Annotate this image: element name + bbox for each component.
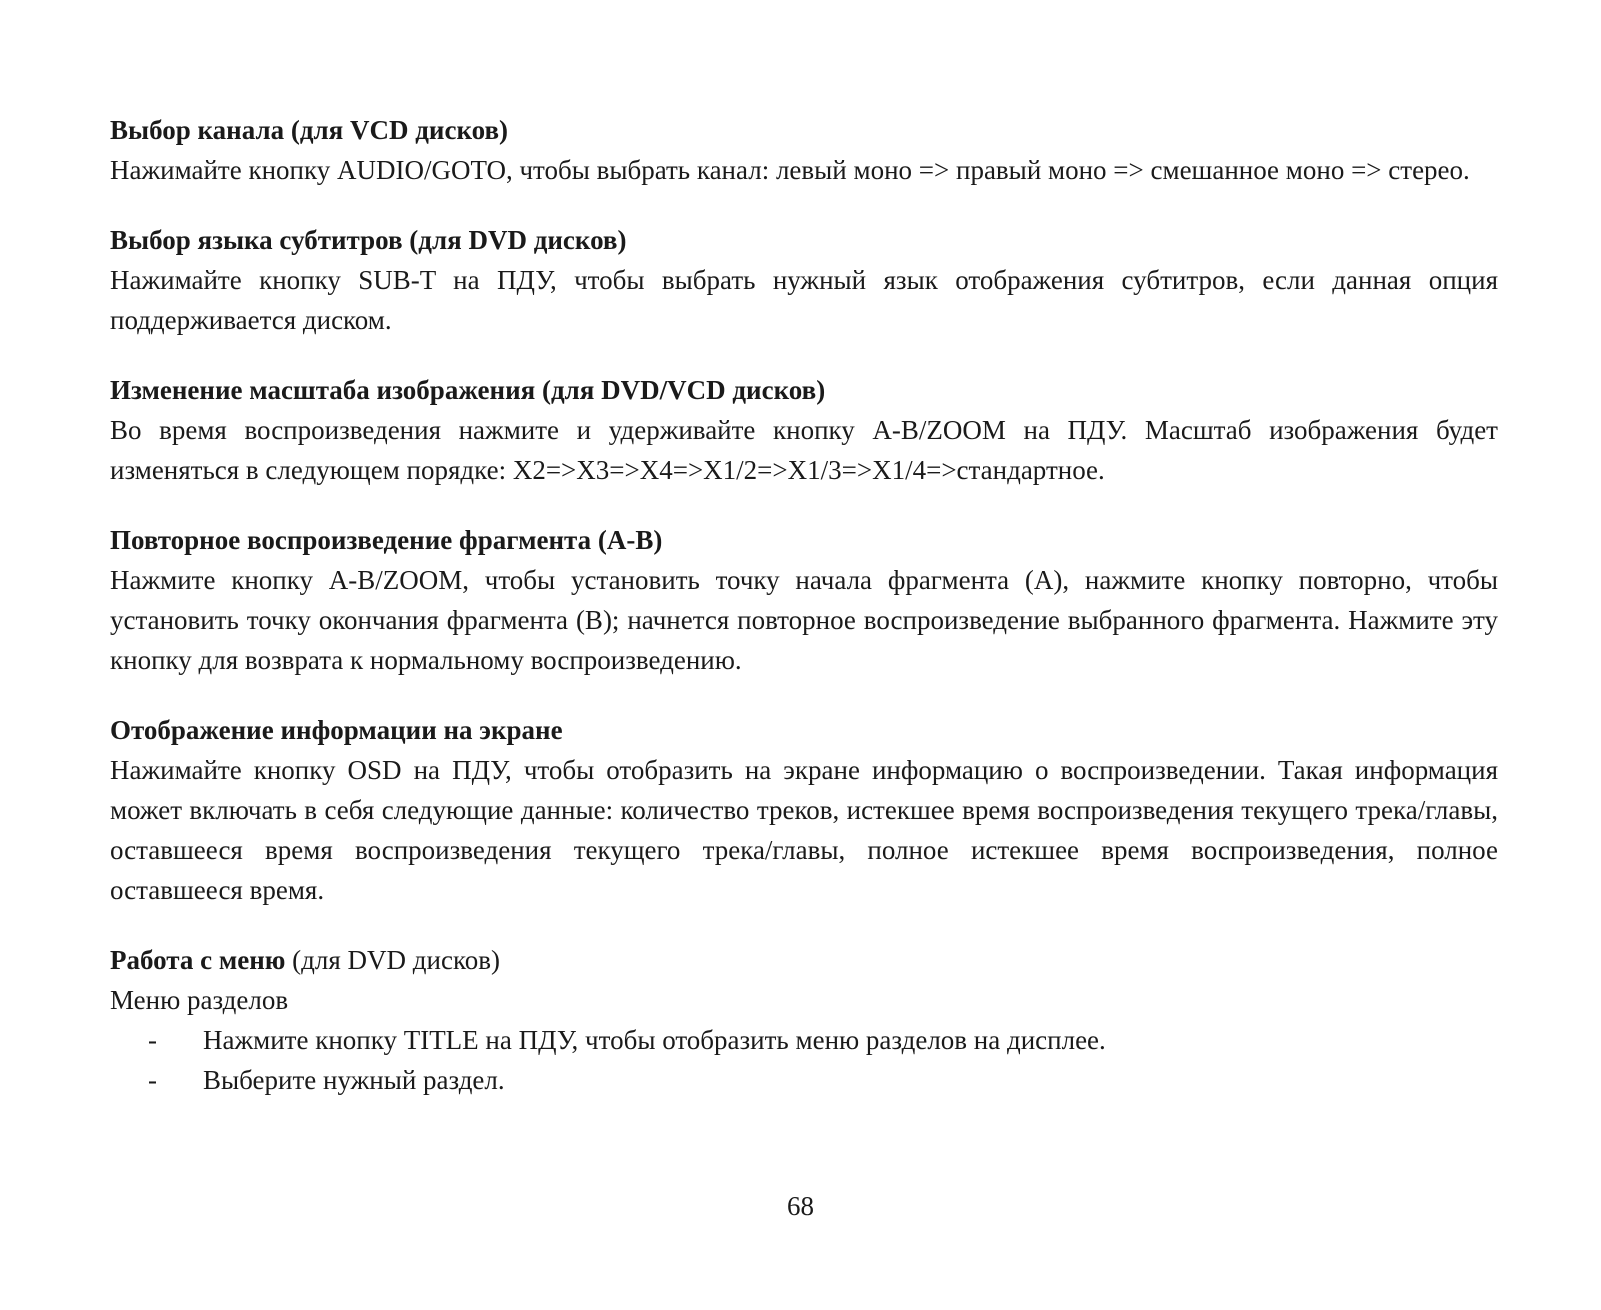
section-heading: Выбор канала (для VCD дисков) [110, 115, 509, 145]
document-page [110, 110, 1498, 1130]
section-subtitle-language [110, 220, 1498, 340]
list-item [110, 1020, 1498, 1060]
section-body: Во время воспроизведения нажмите и удерживайте кнопку A-B/ZOOM на ПДУ. Масштаб изображения будет изменяться в следующем порядке: X2=>X3=>X4=>X1/2=>X1/3=>X1/4=>стандартное. [110, 415, 1498, 485]
section-heading: Отображение информации на экране [110, 715, 563, 745]
section-channel-select [110, 110, 1498, 190]
section-body: Нажимайте кнопку SUB-T на ПДУ, чтобы выбрать нужный язык отображения субтитров, если данная опция поддерживается диском. [110, 265, 1498, 335]
section-heading-normal: (для DVD дисков) [285, 945, 500, 975]
list-item-text: Нажмите кнопку TITLE на ПДУ, чтобы отобразить меню разделов на дисплее. [203, 1025, 1106, 1055]
section-heading: Повторное воспроизведение фрагмента (A-B) [110, 525, 663, 555]
section-body: Нажимайте кнопку OSD на ПДУ, чтобы отобразить на экране информацию о воспроизведении. Такая информация может включать в себя следующие данные: количество треков, истекшее время воспроизведения текущего трека/главы, оставшееся время воспроизведения текущего трека/главы, полное истекшее время воспроизведения, полное оставшееся время. [110, 755, 1498, 905]
section-subheading: Меню разделов [110, 985, 289, 1015]
section-heading: Выбор языка субтитров (для DVD дисков) [110, 225, 627, 255]
section-body: Нажмите кнопку A-B/ZOOM, чтобы установить точку начала фрагмента (A), нажмите кнопку повторно, чтобы установить точку окончания фрагмента (B); начнется повторное воспроизведение выбранного фрагмента. Нажмите эту кнопку для возврата к нормальному воспроизведению. [110, 565, 1498, 675]
section-ab-repeat [110, 520, 1498, 680]
bullet-list [110, 1020, 1498, 1100]
bullet-marker: - [148, 1065, 157, 1095]
bullet-marker: - [148, 1025, 157, 1055]
section-body: Нажимайте кнопку AUDIO/GOTO, чтобы выбрать канал: левый моно => правый моно => смешанное моно => стерео. [110, 155, 1470, 185]
list-item-text: Выберите нужный раздел. [203, 1065, 505, 1095]
section-osd [110, 710, 1498, 910]
section-zoom [110, 370, 1498, 490]
section-menu [110, 940, 1498, 1100]
page-number: 68 [787, 1191, 814, 1221]
section-heading [110, 940, 1498, 980]
section-heading-bold: Работа с меню [110, 945, 286, 975]
list-item [110, 1060, 1498, 1100]
section-heading: Изменение масштаба изображения (для DVD/VCD дисков) [110, 375, 826, 405]
